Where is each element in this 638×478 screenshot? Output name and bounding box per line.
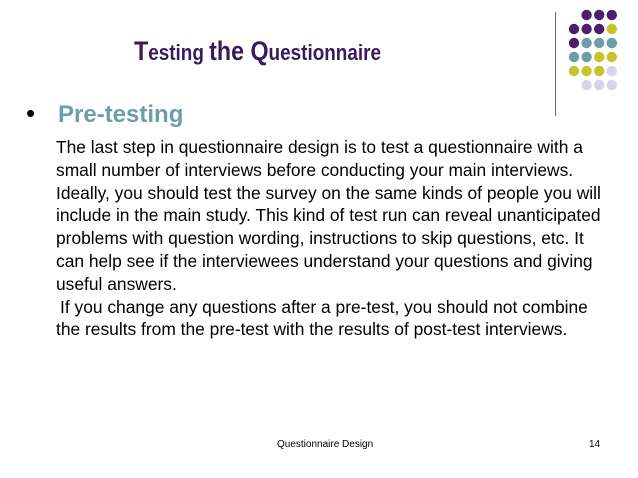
- body-text: [56, 136, 616, 341]
- decorative-dot: [594, 66, 604, 76]
- title-initial-t: T: [134, 36, 149, 66]
- decorative-dot: [581, 52, 591, 62]
- decorative-dot: [607, 10, 617, 20]
- decorative-dot: [569, 66, 579, 76]
- footer-title: Questionnaire Design: [277, 439, 374, 450]
- subheading: Pre-testing: [58, 101, 184, 128]
- decorative-dot: [569, 38, 579, 48]
- decorative-dot: [581, 80, 591, 90]
- title-word-testing: esting: [148, 40, 210, 65]
- decorative-dot: [594, 80, 604, 90]
- decorative-dot: [607, 38, 617, 48]
- decorative-dot: [569, 52, 579, 62]
- bullet-icon: •: [26, 98, 36, 128]
- decorative-dot: [581, 10, 591, 20]
- decorative-dot: [607, 80, 617, 90]
- decorative-dot: [594, 38, 604, 48]
- paragraph-1: The last step in questionnaire design is to test a questionnaire with a small number of interviews before conducting your main interviews. Ideally, you should test the survey on the same kinds of people you will include in the main study. This kind of test run can reveal unanticipated problems with question wording, instructions to skip questions, etc. It can help see if the interviewees understand your questions and giving useful answers.: [56, 137, 601, 294]
- page-number: 14: [589, 439, 601, 450]
- decorative-dot: [581, 66, 591, 76]
- title-word-questionnaire: uestionnaire: [268, 40, 382, 65]
- decorative-dot: [607, 66, 617, 76]
- decorative-dot: [581, 38, 591, 48]
- decorative-dot: [594, 24, 604, 34]
- decorative-dot: [581, 24, 591, 34]
- decorative-dot: [594, 52, 604, 62]
- decorative-dot: [607, 52, 617, 62]
- decorative-dot: [594, 10, 604, 20]
- paragraph-2: If you change any questions after a pre-test, you should not combine the results from the pre-test with the results of post-test interviews.: [56, 296, 588, 340]
- title-word-the: the: [209, 36, 251, 66]
- decorative-dot: [569, 24, 579, 34]
- title-initial-q: Q: [250, 36, 269, 66]
- decorative-dot: [607, 24, 617, 34]
